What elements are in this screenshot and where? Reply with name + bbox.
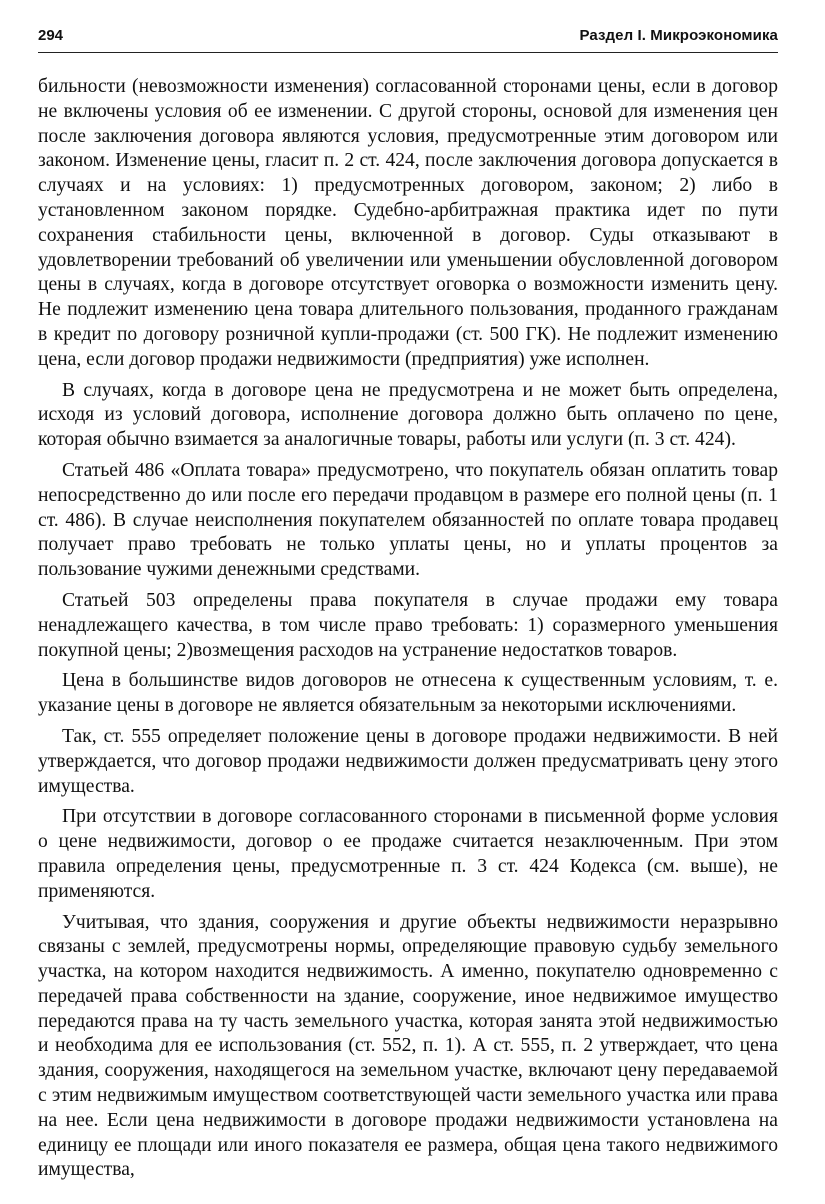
paragraph: Статьей 503 определены права покупателя в случае продажи ему товара ненадлежащего качества, в том числе право требовать: 1) соразмерного уменьшения покупной цены; 2)возмещения расходов на устранение недостатков товаров. <box>38 589 778 661</box>
paragraph: В случаях, когда в договоре цена не предусмотрена и не может быть определена, исходя из условий договора, исполнение договора должно быть оплачено по цене, которая обычно взимается за аналогичные товары, работы или услуги (п. 3 ст. 424). <box>38 379 778 451</box>
paragraph: Так, ст. 555 определяет положение цены в договоре продажи недвижимости. В ней утверждается, что договор продажи недвижимости должен предусматривать цену этого имущества. <box>38 725 778 797</box>
running-header <box>38 22 778 53</box>
paragraph: При отсутствии в договоре согласованного сторонами в письменной форме условия о цене недвижимости, договор о ее продаже считается незаключенным. При этом правила определения цены, предусмотренные п. 3 ст. 424 Кодекса (см. выше), не применяются. <box>38 806 778 902</box>
paragraph: Цена в большинстве видов договоров не отнесена к существенным условиям, т. е. указание цены в договоре не является обязательным за некоторыми исключениями. <box>38 670 778 717</box>
paragraph: Статьей 486 «Оплата товара» предусмотрено, что покупатель обязан оплатить товар непосредственно до или после его передачи продавцом в размере его полной цены (п. 1 ст. 486). В случае неисполнения покупателем обязанностей по оплате товара продавец получает право требовать не только уплаты цены, но и уплаты процентов за пользование чужими денежными средствами. <box>38 459 778 581</box>
page-body <box>38 75 778 1189</box>
paragraph: Учитывая, что здания, сооружения и другие объекты недвижимости неразрывно связаны с землей, предусмотрены нормы, определяющие правовую судьбу земельного участка, на котором находится недвижимость. А именно, покупателю одновременно с передачей права собственности на здание, сооружение, иное недвижимое имущество передаются права на ту часть земельного участка, которая занята этой недвижимостью и необходима для ее использования (ст. 552, п. 1). А ст. 555, п. 2 утверждает, что цена здания, сооружения, находящегося на земельном участке, включают цену передаваемой с этим недвижимым имуществом соответствующей части земельного участка или права на нее. Если цена недвижимости в договоре продажи недвижимости установлена на единицу ее площади или иного показателя ее размера, общая цена такого недвижимого имущества, <box>38 911 778 1181</box>
paragraph-continued: бильности (невозможности изменения) согласованной сторонами цены, если в договор не включены условия об ее изменении. С другой стороны, основой для изменения цен после заключения договора являются условия, предусмотренные этим договором или законом. Изменение цены, гласит п. 2 ст. 424, после заключения договора допускается в случаях и на условиях: 1) предусмотренных договором, законом; 2) либо в установленном законом порядке. Судебно-арбитражная практика идет по пути сохранения стабильности цены, включенной в договор. Суды отказывают в удовлетворении требований об увеличении или уменьшении обусловленной договором цены в случаях, когда в договоре отсутствует оговорка о возможности изменить цену. Не подлежит изменению цена товара длительного пользования, проданного гражданам в кредит по договору розничной купли-продажи (ст. 500 ГК). Не подлежит изменению цена, если договор продажи недвижимости (предприятия) уже исполнен. <box>38 76 778 370</box>
page-number: 294 <box>38 27 64 44</box>
section-title: Раздел I. Микроэкономика <box>579 27 778 44</box>
